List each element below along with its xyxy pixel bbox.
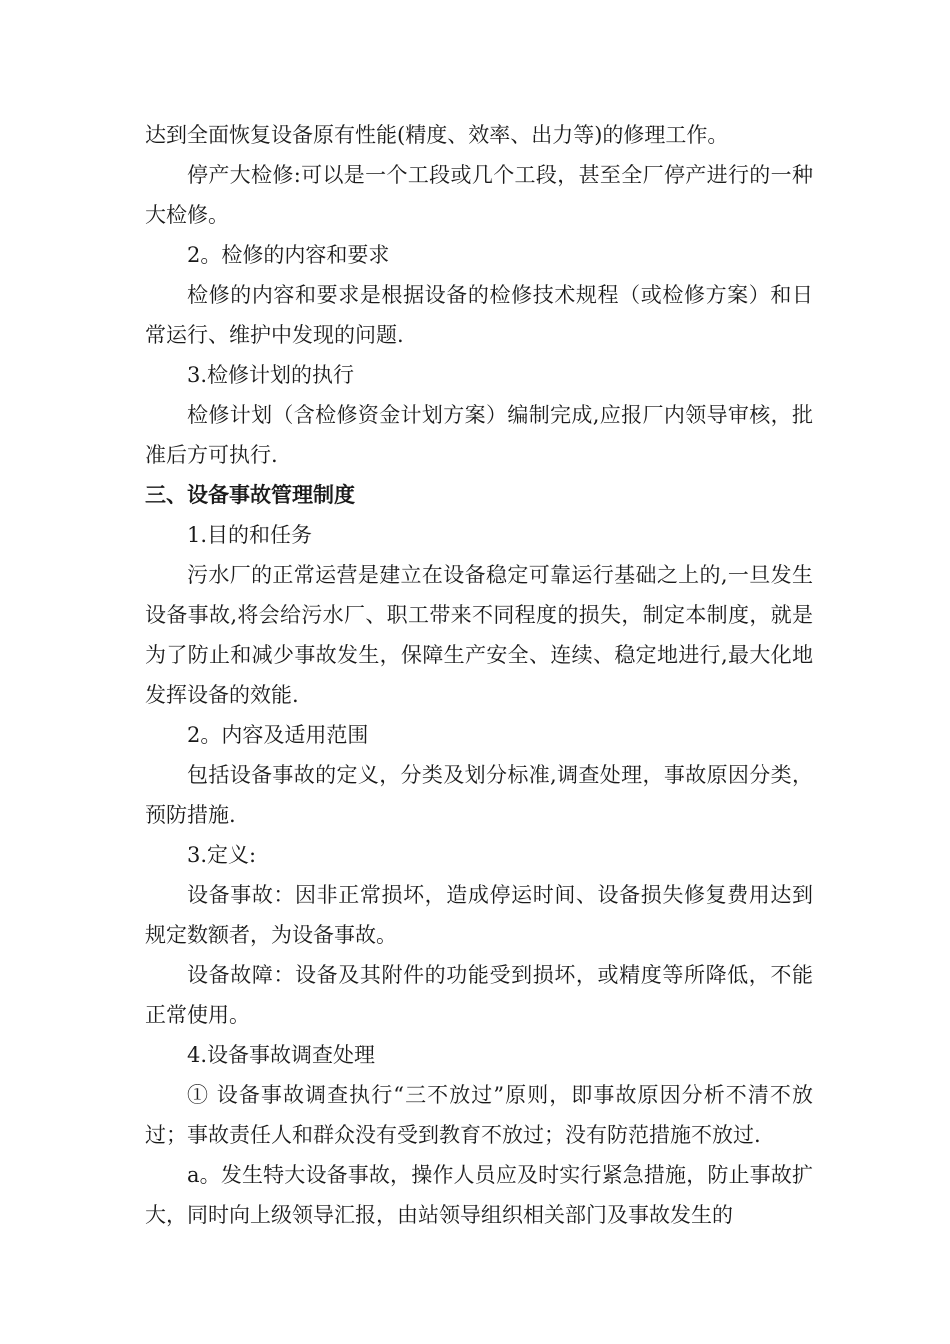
document-body [145, 115, 813, 1235]
paragraph: 污水厂的正常运营是建立在设备稳定可靠运行基础之上的,一旦发生设备事故,将会给污水厂、职工带来不同程度的损失，制定本制度，就是为了防止和减少事故发生，保障生产安全、连续、稳定地进行,最大化地发挥设备的效能. [145, 563, 813, 707]
paragraph: 停产大检修:可以是一个工段或几个工段，甚至全厂停产进行的一种大检修。 [145, 163, 813, 227]
section-subheading: 3.检修计划的执行 [187, 363, 355, 387]
paragraph: ① 设备事故调查执行“三不放过”原则，即事故原因分析不清不放过；事故责任人和群众没有受到教育不放过；没有防范措施不放过. [145, 1083, 813, 1147]
paragraph: 包括设备事故的定义，分类及划分标准,调查处理，事故原因分类，预防措施. [145, 763, 813, 827]
paragraph: 设备事故：因非正常损坏，造成停运时间、设备损失修复费用达到规定数额者，为设备事故。 [145, 883, 813, 947]
section-subheading: 1.目的和任务 [187, 523, 313, 547]
section-subheading: 2。检修的内容和要求 [187, 243, 390, 267]
section-subheading: 4.设备事故调查处理 [187, 1043, 376, 1067]
paragraph: 设备故障：设备及其附件的功能受到损坏，或精度等所降低，不能正常使用。 [145, 963, 813, 1027]
paragraph: 检修计划（含检修资金计划方案）编制完成,应报厂内领导审核，批准后方可执行. [145, 403, 813, 467]
section-heading: 三、设备事故管理制度 [145, 483, 355, 507]
section-subheading: 3.定义: [187, 843, 257, 867]
paragraph: 检修的内容和要求是根据设备的检修技术规程（或检修方案）和日常运行、维护中发现的问题. [145, 283, 813, 347]
paragraph: a。发生特大设备事故，操作人员应及时实行紧急措施，防止事故扩大，同时向上级领导汇报，由站领导组织相关部门及事故发生的 [145, 1163, 813, 1227]
paragraph-continuation: 达到全面恢复设备原有性能(精度、效率、出力等)的修理工作。 [145, 123, 729, 147]
section-subheading: 2。内容及适用范围 [187, 723, 369, 747]
